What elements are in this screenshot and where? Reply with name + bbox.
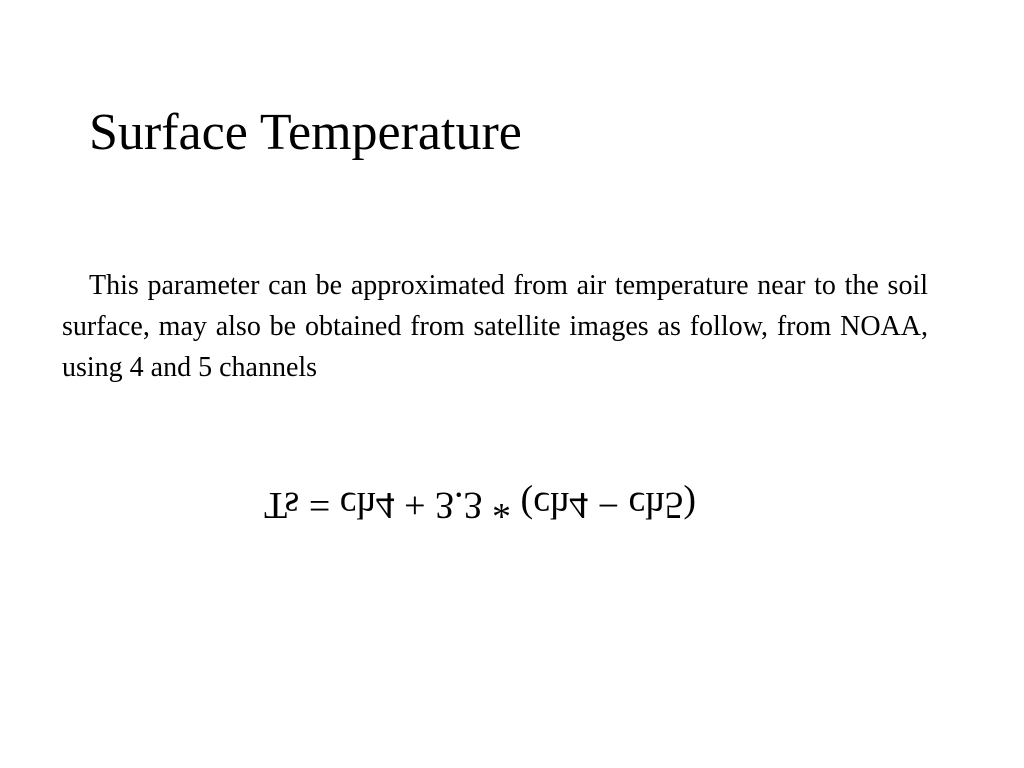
- slide-title: Surface Temperature: [89, 104, 522, 161]
- surface-temperature-formula: Ts = ch4 + 3.3 * (ch4 − ch5): [263, 484, 697, 526]
- slide-paragraph: This parameter can be approximated from air temperature near to the soil surface, may also be obtained from satellite images as follow, from NOAA, using 4 and 5 channels: [62, 270, 928, 383]
